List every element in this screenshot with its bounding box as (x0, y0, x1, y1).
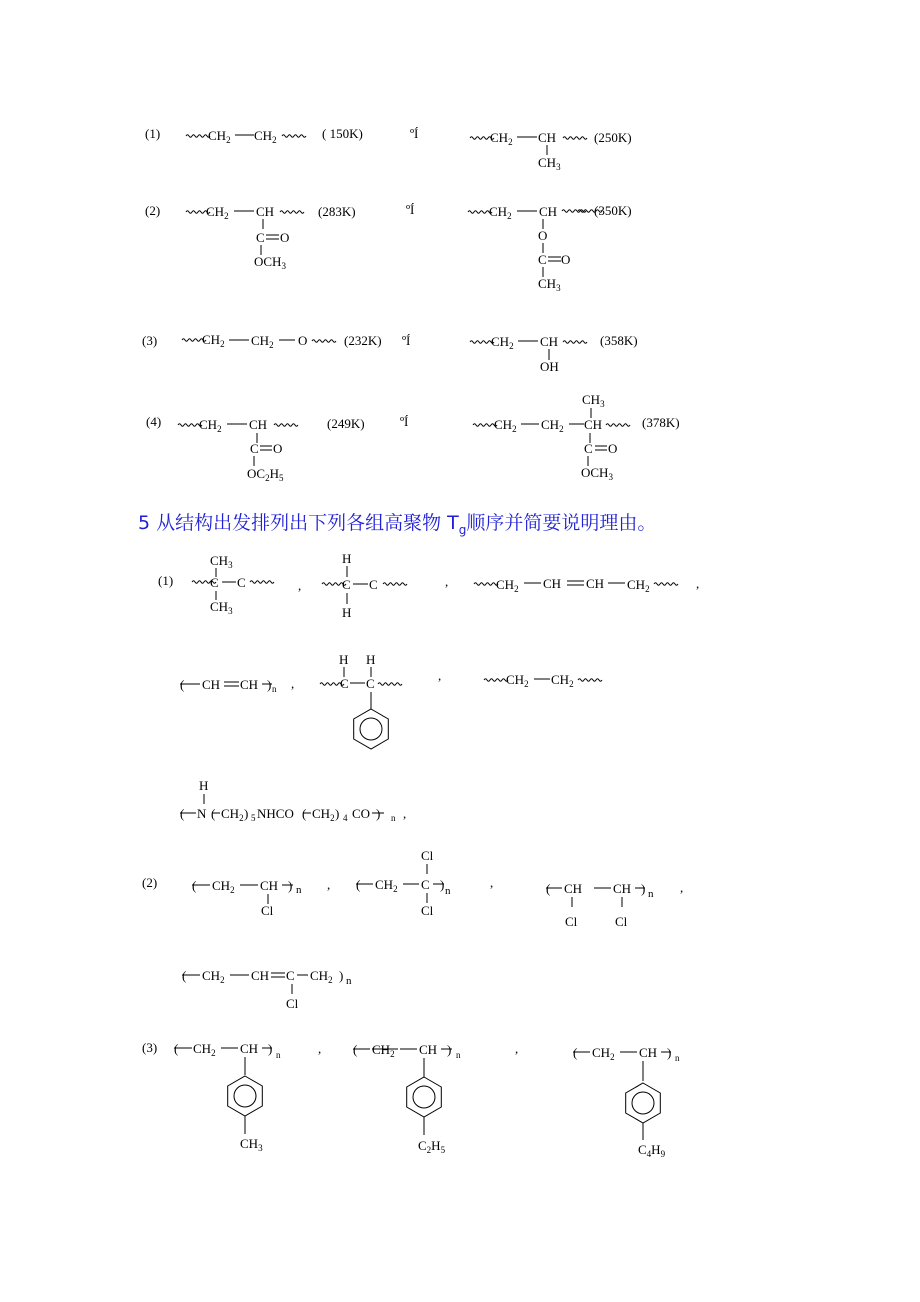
tg-value: (350K) (594, 203, 632, 218)
svg-text:,: , (291, 676, 295, 691)
svg-text:n: n (296, 884, 302, 896)
svg-text:(: ( (174, 1041, 179, 1056)
svg-text:): ) (440, 877, 445, 892)
svg-text:CH2: $CH_2$ (199, 417, 222, 434)
svg-text:H: H (342, 551, 352, 566)
and-separator: ºÍ (406, 202, 415, 217)
row-label: (4) (146, 414, 162, 429)
svg-text:Cl: Cl (615, 914, 628, 929)
svg-text:CH3: $CH_3$ (240, 1136, 263, 1153)
svg-text:CH2: $CH_2$ (491, 334, 514, 351)
and-separator: ºÍ (400, 414, 409, 429)
svg-text:(: ( (211, 806, 216, 821)
svg-text:H: H (366, 652, 376, 667)
svg-text:4: 4 (343, 813, 348, 823)
svg-text:CH: CH (613, 881, 632, 896)
row-label: (2) (145, 203, 161, 218)
svg-text:H: H (339, 652, 349, 667)
svg-text:CH2: $CH_2$ (202, 332, 225, 349)
svg-text:CH: CH (419, 1042, 438, 1057)
svg-text:CH2: $CH_2$ (206, 204, 229, 221)
group-1 (158, 551, 699, 823)
svg-text:CO: CO (352, 806, 371, 821)
svg-text:CH2: $CH_2$ (202, 968, 225, 985)
svg-text:CH2: $CH_2$ (490, 130, 513, 147)
svg-text:CH3: $CH_3$ (538, 155, 561, 172)
tg-value: ( 150K) (322, 126, 363, 141)
svg-text:CH: CH (260, 878, 279, 893)
heading-number: 5 (138, 512, 151, 534)
svg-text:CH2: $CH_2$ (310, 968, 333, 985)
svg-text:C: C (366, 676, 375, 691)
svg-text:): ) (641, 881, 646, 896)
svg-text:CH2: $CH_2$ (551, 672, 574, 689)
svg-text:CH2: $CH_2$ (193, 1041, 216, 1058)
svg-text:,: , (403, 806, 407, 821)
svg-text:(: ( (573, 1045, 578, 1060)
svg-text:CH2: $CH_2$ (208, 128, 231, 145)
svg-text:): ) (447, 1042, 452, 1057)
svg-text:,: , (318, 1041, 322, 1056)
svg-text:n: n (648, 888, 654, 900)
svg-text:CH: CH (249, 417, 268, 432)
svg-text:C: C (237, 575, 246, 590)
svg-text:H: H (342, 605, 352, 620)
svg-text:(: ( (356, 877, 361, 892)
svg-text:): ) (288, 878, 293, 893)
svg-text:CH3: $CH_3$ (210, 599, 233, 616)
svg-text:CH2: $CH_2$ (494, 417, 517, 434)
row-4 (146, 392, 680, 483)
svg-text:Cl: Cl (261, 903, 274, 918)
group-3 (142, 1040, 680, 1159)
svg-text:C: C (342, 577, 351, 592)
svg-text:): ) (339, 968, 344, 983)
svg-text:NHCO: NHCO (257, 806, 294, 821)
svg-text:N: N (197, 806, 207, 821)
svg-text:(: ( (180, 677, 185, 692)
svg-text:CH2: $CH_2$ (496, 577, 519, 594)
tg-value: (358K) (600, 333, 638, 348)
svg-text:,: , (696, 576, 700, 591)
heading-text-end: 顺序并简要说明理由。 (466, 512, 657, 534)
svg-text:(: ( (353, 1042, 358, 1057)
svg-text:CH2: $CH_2$ (221, 806, 244, 823)
svg-text:C: C (286, 968, 295, 983)
group-2 (142, 848, 683, 1011)
svg-text:): ) (376, 806, 381, 821)
svg-text:): ) (335, 806, 340, 821)
svg-text:C: C (538, 252, 547, 267)
svg-text:,: , (298, 578, 302, 593)
group-label: (3) (142, 1040, 158, 1055)
svg-text:CH: CH (539, 204, 558, 219)
row-2 (145, 202, 632, 293)
svg-text:Cl: Cl (565, 914, 578, 929)
svg-text:n: n (445, 885, 451, 897)
group-label: (2) (142, 875, 158, 890)
svg-text:CH: CH (639, 1045, 658, 1060)
tg-value: (250K) (594, 130, 632, 145)
svg-text:n: n (456, 1050, 461, 1060)
svg-text:n: n (675, 1053, 680, 1063)
svg-text:(: ( (192, 878, 197, 893)
svg-text:O: O (280, 230, 290, 245)
svg-text:CH3: $CH_3$ (582, 392, 605, 409)
svg-text:n: n (276, 1050, 281, 1060)
svg-text:C2H5: $C_2H_5$ (418, 1138, 446, 1155)
svg-text:CH2: $CH_2$ (372, 1042, 395, 1059)
row-1 (145, 126, 632, 172)
svg-text:CH: CH (240, 1041, 259, 1056)
svg-text:,: , (445, 574, 449, 589)
svg-text:5: 5 (251, 813, 256, 823)
tg-value: (232K) (344, 333, 382, 348)
svg-text:CH: CH (240, 677, 259, 692)
svg-text:C: C (210, 575, 219, 590)
svg-text:C: C (369, 577, 378, 592)
svg-text:(: ( (182, 968, 187, 983)
svg-text:CH2: $CH_2$ (627, 577, 650, 594)
and-separator: ºÍ (410, 126, 419, 141)
svg-text:CH2: $CH_2$ (254, 128, 277, 145)
svg-text:O: O (608, 441, 618, 456)
svg-text:C: C (250, 441, 259, 456)
svg-text:,: , (680, 880, 684, 895)
svg-text:C4H9: $C_4H_9$ (638, 1142, 666, 1159)
tg-value: (283K) (318, 204, 356, 219)
svg-text:CH2: $CH_2$ (312, 806, 335, 823)
svg-text:Cl: Cl (421, 848, 434, 863)
svg-text:CH: CH (256, 204, 275, 219)
svg-text:Cl: Cl (421, 903, 434, 918)
tg-value: (378K) (642, 415, 680, 430)
svg-text:,: , (327, 877, 331, 892)
svg-text:CH: CH (202, 677, 221, 692)
svg-text:CH: CH (538, 130, 557, 145)
svg-text:CH3: $CH_3$ (210, 553, 233, 570)
svg-text:CH: CH (251, 968, 270, 983)
svg-text:Cl: Cl (286, 996, 299, 1011)
svg-text:): ) (244, 806, 249, 821)
row-label: (1) (145, 126, 161, 141)
heading-text: 从结构出发排列出下列各组高聚物 T (156, 512, 459, 534)
tg-value: (249K) (327, 416, 365, 431)
svg-text:O: O (561, 252, 571, 267)
svg-text:CH2: $CH_2$ (541, 417, 564, 434)
svg-text:): ) (268, 1041, 273, 1056)
svg-text:CH2: $CH_2$ (212, 878, 235, 895)
svg-text:O: O (538, 228, 548, 243)
heading-subscript: g (458, 522, 467, 537)
svg-text:CH2: $CH_2$ (592, 1045, 615, 1062)
svg-text:(: ( (180, 806, 185, 821)
svg-text:O: O (273, 441, 283, 456)
svg-text:CH: CH (586, 576, 605, 591)
svg-text:n: n (391, 813, 396, 823)
svg-text:CH: CH (584, 417, 603, 432)
and-separator: ºÍ (402, 333, 411, 348)
svg-text:OCH3: $OCH_3$ (254, 254, 286, 271)
svg-text:(: ( (546, 881, 551, 896)
svg-text:CH2: $CH_2$ (375, 877, 398, 894)
svg-text:OH: OH (540, 359, 559, 374)
svg-text:CH3: $CH_3$ (538, 276, 561, 293)
svg-text:C: C (421, 877, 430, 892)
svg-text:CH: CH (564, 881, 583, 896)
svg-text:H: H (199, 778, 209, 793)
svg-text:C: C (256, 230, 265, 245)
svg-text:): ) (667, 1045, 672, 1060)
svg-text:CH: CH (540, 334, 559, 349)
svg-text:n: n (346, 975, 352, 987)
row-label: (3) (142, 333, 158, 348)
svg-text:C: C (584, 441, 593, 456)
svg-text:CH2: $CH_2$ (489, 204, 512, 221)
svg-text:CH: CH (543, 576, 562, 591)
svg-text:C: C (340, 676, 349, 691)
svg-text:,: , (515, 1041, 519, 1056)
svg-text:CH2: $CH_2$ (506, 672, 529, 689)
svg-text:OCH3: $OCH_3$ (581, 465, 613, 482)
svg-text:): ) (267, 677, 272, 692)
svg-text:n: n (272, 684, 277, 694)
svg-text:CH2: $CH_2$ (251, 333, 274, 350)
svg-text:O: O (298, 333, 308, 348)
svg-text:,: , (438, 668, 442, 683)
svg-text:OC2H5: $OC_2H_5$ (247, 466, 284, 483)
row-3 (142, 332, 638, 374)
svg-text:(: ( (302, 806, 307, 821)
svg-text:,: , (490, 875, 494, 890)
group-label: (1) (158, 573, 174, 588)
